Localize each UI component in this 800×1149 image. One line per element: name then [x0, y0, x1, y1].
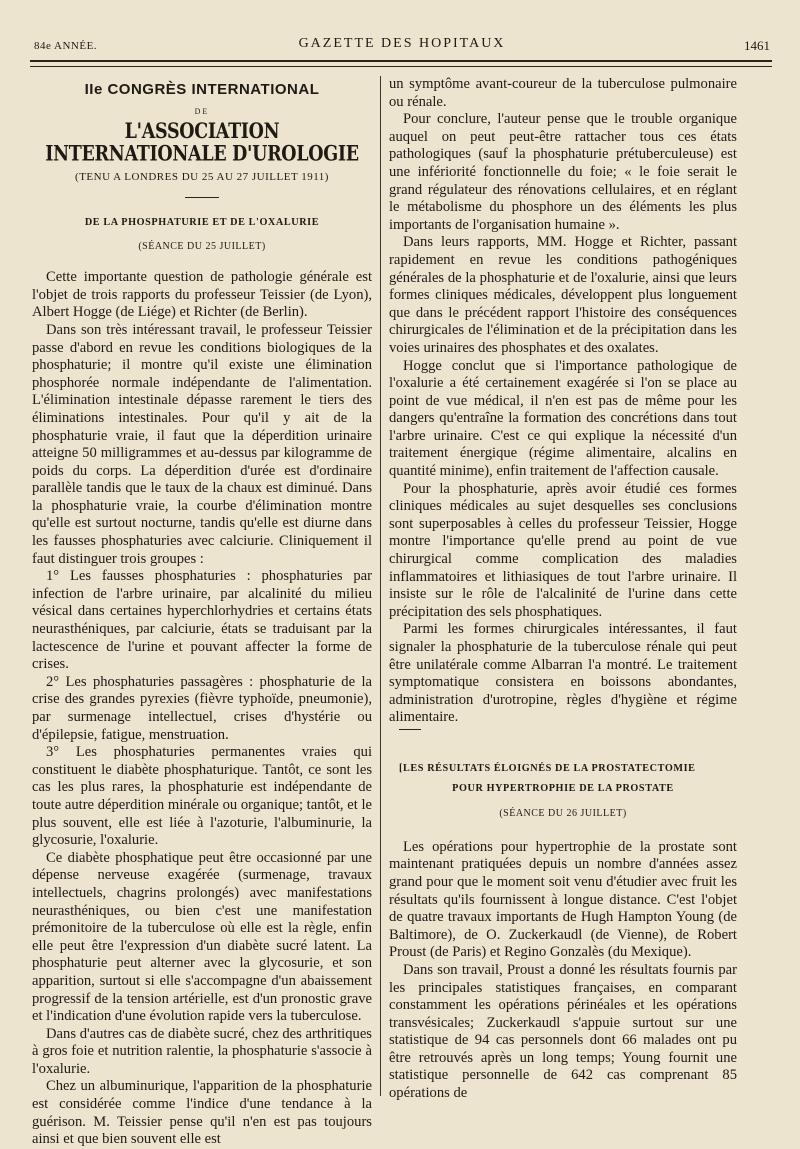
section-date-prostatectomie: (SÉANCE DU 26 JUILLET) [499, 808, 627, 820]
paragraph: Les opérations pour hypertrophie de la prostate sont maintenant pratiquées depuis un nombre d'années assez grand pour que le moment soit venu d'étudier avec fruit les résultats qu'ils fournissent à longue distance. C'est l'objet de quatre travaux importants de Hugh Hampton Young (de Baltimore), de O. Zuckerkaudl (de Vienne), de Robert Proust (de Paris) et Regino Gonzalès (du Mexique). [389, 838, 737, 961]
page-header [34, 36, 770, 56]
volume-label: 84e ANNÉE. [34, 40, 98, 52]
congress-title: IIe CONGRÈS INTERNATIONAL [84, 81, 320, 98]
section-title-phosphaturie: DE LA PHOSPHATURIE ET DE L'OXALURIE [84, 216, 320, 228]
paragraph: Pour conclure, l'auteur pense que le trouble organique auquel on peut peut-être rattacher tous ces états pathologiques (sauf la phosphaturie prétuberculeuse) est une infériorité fonctionnelle du foie; « le foie serait le grand régulateur des rénovations cellulaires, et en réglant le métabolisme du phosphore un des éléments les plus importants de l'organisation humaine ». [389, 111, 737, 233]
paragraph: Dans son très intéressant travail, le professeur Teissier passe d'abord en revue les conditions biologiques de la phosphaturie; il montre qu'il existe une élimination phosphorée normale indépendante de l'alimentation. L'élimination intestinale dépasse rarement le tiers des éliminations intestinales. Pour qu'il y ait de la phosphaturie vraie, il faut que la déperdition urinaire atteigne 50 milligrammes et au-dessus par kilogramme de poids du corps. La déperdition d'urée est d'ordinaire parallèle tandis que le taux de la chaux est diminué. Dans la phosphaturie vraie, la courbe d'élimination montre qu'elle est surtout nocturne, tandis qu'elle est diurne dans les fausses phosphaturies avec calciurie. Cliniquement il faut distinguer trois groupes : [32, 321, 372, 567]
journal-title: GAZETTE DES HOPITAUX [298, 36, 506, 51]
paragraph: Chez un albuminurique, l'apparition de la phosphaturie est considérée comme l'indice d'une tendance à la guérison. M. Teissier pense qu'il n'en est pas toujours ainsi et que bien souvent elle est [32, 1078, 372, 1148]
association-title: L'ASSOCIATION INTERNATIONALE D'UROLOGIE [45, 119, 359, 167]
paragraph: Cette importante question de pathologie générale est l'objet de trois rapports du professeur Teissier (de Lyon), Albert Hogge (de Liége) et Richter (de Berlin). [32, 269, 372, 321]
paragraph: Dans leurs rapports, MM. Hogge et Richter, passant rapidement en revue les conditions pathogéniques générales de la phosphaturie et de l'oxalurie, ainsi que leurs formes cliniques médicales, développent plus longuement que dans le précédent rapport l'histoire des conséquences chirurgicales de l'élimination et de la précipitation dans les voies urinaires des phosphates et des oxalates. [389, 234, 737, 356]
congress-dates: (TENU A LONDRES DU 25 AU 27 JUILLET 1911) [75, 171, 329, 184]
column-divider [380, 76, 381, 1096]
paragraph: un symptôme avant-coureur de la tuberculose pulmonaire ou rénale. [389, 76, 737, 110]
paragraph: Pour la phosphaturie, après avoir étudié ces formes cliniques médicales au sujet desquelles ses conclusions sont superposables à celles du professeur Teissier, Hogge montre l'importance qu'elle prend au point de vue chirurgical comme complication des maladies inflammatoires et lithiasiques de tout l'arbre urinaire. Il insiste sur le rôle de l'alcalinité de l'urine dans cette précipitation des sels phosphatiques. [389, 480, 737, 620]
section-divider [399, 729, 421, 730]
header-rule-thick [30, 60, 772, 62]
paragraph: 3° Les phosphaturies permanentes vraies qui constituent le diabète phosphaturique. Tantôt, ce sont les cas les plus rares, la phosphaturie est indépendante de toute autre déperdition minérale ou organique; tantôt, et le plus souvent, elle est liée à l'azoturie, l'albuminurie, la glycosurie, l'oxalurie. [32, 744, 372, 849]
section-date-phosphaturie: (SÉANCE DU 25 JUILLET) [138, 240, 266, 252]
title-divider [185, 197, 219, 198]
header-rule-thin [30, 66, 772, 67]
left-column [32, 76, 372, 1149]
paragraph: 2° Les phosphaturies passagères : phosphaturie de la crise des grandes pyrexies (fièvre typhoïde, pneumonie), par surmenage intellectuel, crises d'hystérie ou d'épilepsie, fatigue, menstruation. [32, 673, 372, 743]
section-title-prostatectomie-line2: POUR HYPERTROPHIE DE LA PROSTATE [452, 782, 674, 794]
section-spacer [389, 738, 737, 760]
congress-title-de: DE [194, 106, 210, 116]
paragraph: Dans son travail, Proust a donné les résultats fournis par les principales statistiques françaises, en comparant constamment les opérations périnéales et les opérations transvésicales; Zuckerkaudl s'appuie surtout sur une statistique de 94 cas personnels dont 66 malades ont pu être retrouvés après un long temps; Young fournit une statistique personnelle de 642 cas comprenant 85 opérations de [389, 961, 737, 1102]
paragraph: Parmi les formes chirurgicales intéressantes, il faut signaler la phosphaturie de la tuberculose rénale qui peut être unilatérale comme Albarran l'a montré. Le traitement symptomatique consistera en boissons abondantes, administration d'urotropine, règles d'hygiène et régime alimentaire. [389, 621, 737, 726]
paragraph: Hogge conclut que si l'importance pathologique de l'oxalurie a été certainement exagérée si l'on se place au point de vue médical, il n'en est pas de même pour les dangers qu'entraîne la formation des concrétions dans tout l'arbre urinaire. C'est ce qui explique la nécessité d'un traitement énergique (régime alimentaire, alcalins en quantité minime), enfin traitement de l'affection causale. [389, 357, 737, 480]
paragraph: Dans d'autres cas de diabète sucré, chez des arthritiques à gros foie et nutrition ralentie, la phosphaturie s'associe à l'oxalurie. [32, 1025, 372, 1077]
right-column [389, 76, 737, 1103]
paragraph: 1° Les fausses phosphaturies : phosphaturies par infection de l'arbre urinaire, par alcalinité du milieu vésical dans certaines hyperchlorhydries et certains états neurasthéniques, par calciurie, états se traduisant par la lactescence de l'urine et pouvant affecter la forme de crises. [32, 568, 372, 673]
section-title-prostatectomie: [LES RÉSULTATS ÉLOIGNÉS DE LA PROSTATECTOMIE [399, 762, 696, 774]
page-number: 1461 [744, 38, 770, 53]
paragraph: Ce diabète phosphatique peut être occasionné par une dépense nerveuse exagérée (surmenage, travaux intellectuels, chagrins prolongés) avec manifestations neurasthéniques, ou bien c'est une manifestation prémonitoire de la tuberculose où elle est la règle, enfin elle peut être l'expression d'un diabète sucré latent. La phosphaturie peut alterner avec la glycosurie, et son apparition, surtout si elle s'accompagne d'un abaissement progressif de la tension artérielle, est d'un pronostic grave et l'indication d'une évolution rapide vers la tuberculose. [32, 849, 372, 1025]
